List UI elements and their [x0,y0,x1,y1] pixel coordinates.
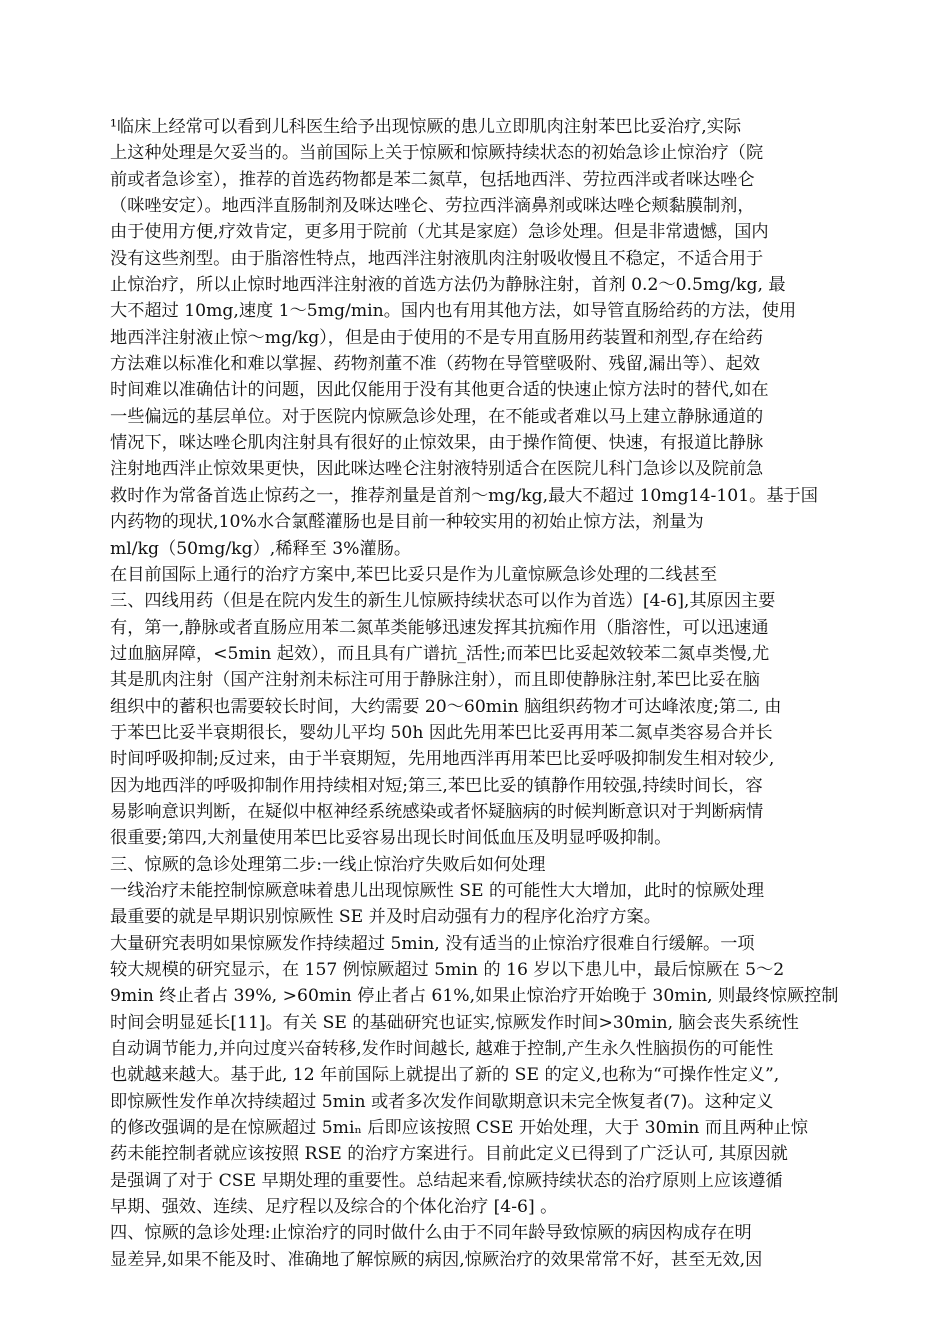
text-line: 较大规模的研究显示，在 157 例惊厥超过 5min 的 16 岁以下患儿中，最后惊厥在 5〜2 [110,960,785,980]
document-body [110,114,845,1273]
text-line: 前或者急诊室），推荐的首选药物都是苯二氮草，包括地西泮、劳拉西泮或者咪达唑仑 [110,169,755,190]
text-line: （咪唑安定）。地西泮直肠制剂及咪达唑仑、劳拉西泮滴鼻剂或咪达唑仑颊黏膜制剂， [110,196,755,217]
text-line: ml/kg（50mg/kg）,稀释至 3%灌肠。 [110,538,412,559]
text-line: 于苯巴比妥半衰期很长，婴幼儿平均 50h 因此先用苯巴比妥再用苯二氮卓类容易合并长 [110,722,773,743]
text-line: 地西泮注射液止惊〜mg/kg），但是由于使用的不是专用直肠用药装置和剂型,存在给药 [110,327,763,348]
text-line: 时间难以准确估计的问题，因此仅能用于没有其他更合适的快速止惊方法时的替代,如在 [110,380,769,401]
text-line: 9min 终止者占 39%, >60min 停止者占 61%,如果止惊治疗开始晚于 30min, 则最终惊厥控制 [110,986,839,1007]
text-line: 过血脑屏障，<5min 起效），而且具有广谱抗_活性;而苯巴比妥起效较苯二氮卓类慢,尤 [110,643,770,664]
text-line: 没有这些剂型。由于脂溶性特点，地西泮注射液肌肉注射吸收慢且不稳定，不适合用于 [110,248,764,269]
section-heading: 三、惊厥的急诊处理第二步:一线止惊治疗失败后如何处理 [110,854,546,875]
text-line: 情况下，咪达唑仑肌肉注射具有很好的止惊效果，由于操作简便、快速，有报道比静脉 [110,433,764,454]
text-line: 上这种处理是欠妥当的。当前国际上关于惊厥和惊厥持续状态的初始急诊止惊治疗（院 [110,143,764,164]
text-line: 救时作为常备首选止惊药之一，推荐剂量是首剂〜mg/kg,最大不超过 10mg14-101。基于国 [110,485,818,506]
text-line: 很重要;第四,大剂量使用苯巴比妥容易出现长时间低血压及明显呼吸抑制。 [110,828,672,849]
text-line: 时间会明显延长[11]。有关 SE 的基础研究也证实,惊厥发作时间>30min, 脑会丧失系统性 [110,1012,799,1033]
text-line: 易影响意识判断，在疑似中枢神经系统感染或者怀疑脑病的时候判断意识对于判断病情 [110,801,764,822]
text-line: ¹临床上经常可以看到儿科医生给予出现惊厥的患儿立即肌肉注射苯巴比妥治疗,实际 [110,117,742,137]
text-line: 有，第一,静脉或者直肠应用苯二氮革类能够迅速发挥其抗痴作用（脂溶性，可以迅速通 [110,617,769,638]
text-line: 是强调了对于 CSE 早期处理的重要性。总结起来看,惊厥持续状态的治疗原则上应该遵循 [110,1170,783,1191]
text-line: 组织中的蓄积也需要较长时间，大约需要 20〜60min 脑组织药物才可达峰浓度;第二, 由 [110,696,782,717]
text-line: 早期、强效、连续、足疗程以及综合的个体化治疗 [4-6] 。 [110,1197,558,1218]
text-line: 大量研究表明如果惊厥发作持续超过 5min, 没有适当的止惊治疗很难自行缓解。一项 [110,933,755,954]
text-line: 注射地西泮止惊效果更快，因此咪达唑仑注射液特别适合在医院儿科门急诊以及院前急 [110,459,764,480]
text-line: 内药物的现状,10%水合氯醛灌肠也是目前一种较实用的初始止惊方法，剂量为 [110,512,704,533]
text-line: 止惊治疗，所以止惊时地西泮注射液的首选方法仍为静脉注射，首剂 0.2〜0.5mg/kg, 最 [110,275,786,296]
text-line: 即惊厥性发作单次持续超过 5min 或者多次发作间歇期意识未完全恢复者(7)。这种定义 [110,1091,774,1112]
text-line: 其是肌肉注射（国产注射剂未标注可用于静脉注射），而且即使静脉注射,苯巴比妥在脑 [110,670,760,691]
text-line: 大不超过 10mg,速度 1〜5mg/min。国内也有用其他方法，如导管直肠给药的方法，使用 [110,301,797,322]
text-line: 在目前国际上通行的治疗方案中,苯巴比妥只是作为儿童惊厥急诊处理的二线甚至 [110,564,718,585]
text-line: 由于使用方便,疗效肯定，更多用于院前（尤其是家庭）急诊处理。但是非常遗憾，国内 [110,222,769,243]
text-line: 也就越来越大。基于此, 12 年前国际上就提出了新的 SE 的定义,也称为“可操作性定义”, [110,1065,780,1086]
text-line: 因为地西泮的呼吸抑制作用持续相对短;第三,苯巴比妥的镇静作用较强,持续时间长，容 [110,775,763,796]
text-line: 方法难以标准化和难以掌握、药物剂董不准（药物在导管壁吸附、残留,漏出等）、起效 [110,354,760,375]
section-heading: 四、惊厥的急诊处理:止惊治疗的同时做什么由于不同年龄导致惊厥的病因构成存在明 [110,1223,752,1244]
text-line: 一些偏远的基层单位。对于医院内惊厥急诊处理，在不能或者难以马上建立静脉通道的 [110,406,764,427]
text-line: 显差异,如果不能及时、准确地了解惊厥的病因,惊厥治疗的效果常常不好，甚至无效,因 [110,1249,763,1270]
text-line: 一线治疗未能控制惊厥意味着患儿出现惊厥性 SE 的可能性大大增加，此时的惊厥处理 [110,880,765,901]
text-line: 三、四线用药（但是在院内发生的新生儿惊厥持续状态可以作为首选）[4-6],其原因主要 [110,591,776,612]
text-line: 的修改强调的是在惊厥超过 5miₙ 后即应该按照 CSE 开始处理，大于 30min 而且两种止惊 [110,1118,808,1139]
text-line: 最重要的就是早期识别惊厥性 SE 并及时启动强有力的程序化治疗方案。 [110,907,661,928]
text-line: 自动调节能力,并向过度兴奋转移,发作时间越长, 越难于控制,产生永久性脑损伤的可能性 [110,1039,774,1060]
text-line: 药未能控制者就应该按照 RSE 的治疗方案进行。目前此定义已得到了广泛认可, 其原因就 [110,1144,788,1165]
text-line: 时间呼吸抑制;反过来，由于半衰期短，先用地西泮再用苯巴比妥呼吸抑制发生相对较少, [110,749,775,770]
